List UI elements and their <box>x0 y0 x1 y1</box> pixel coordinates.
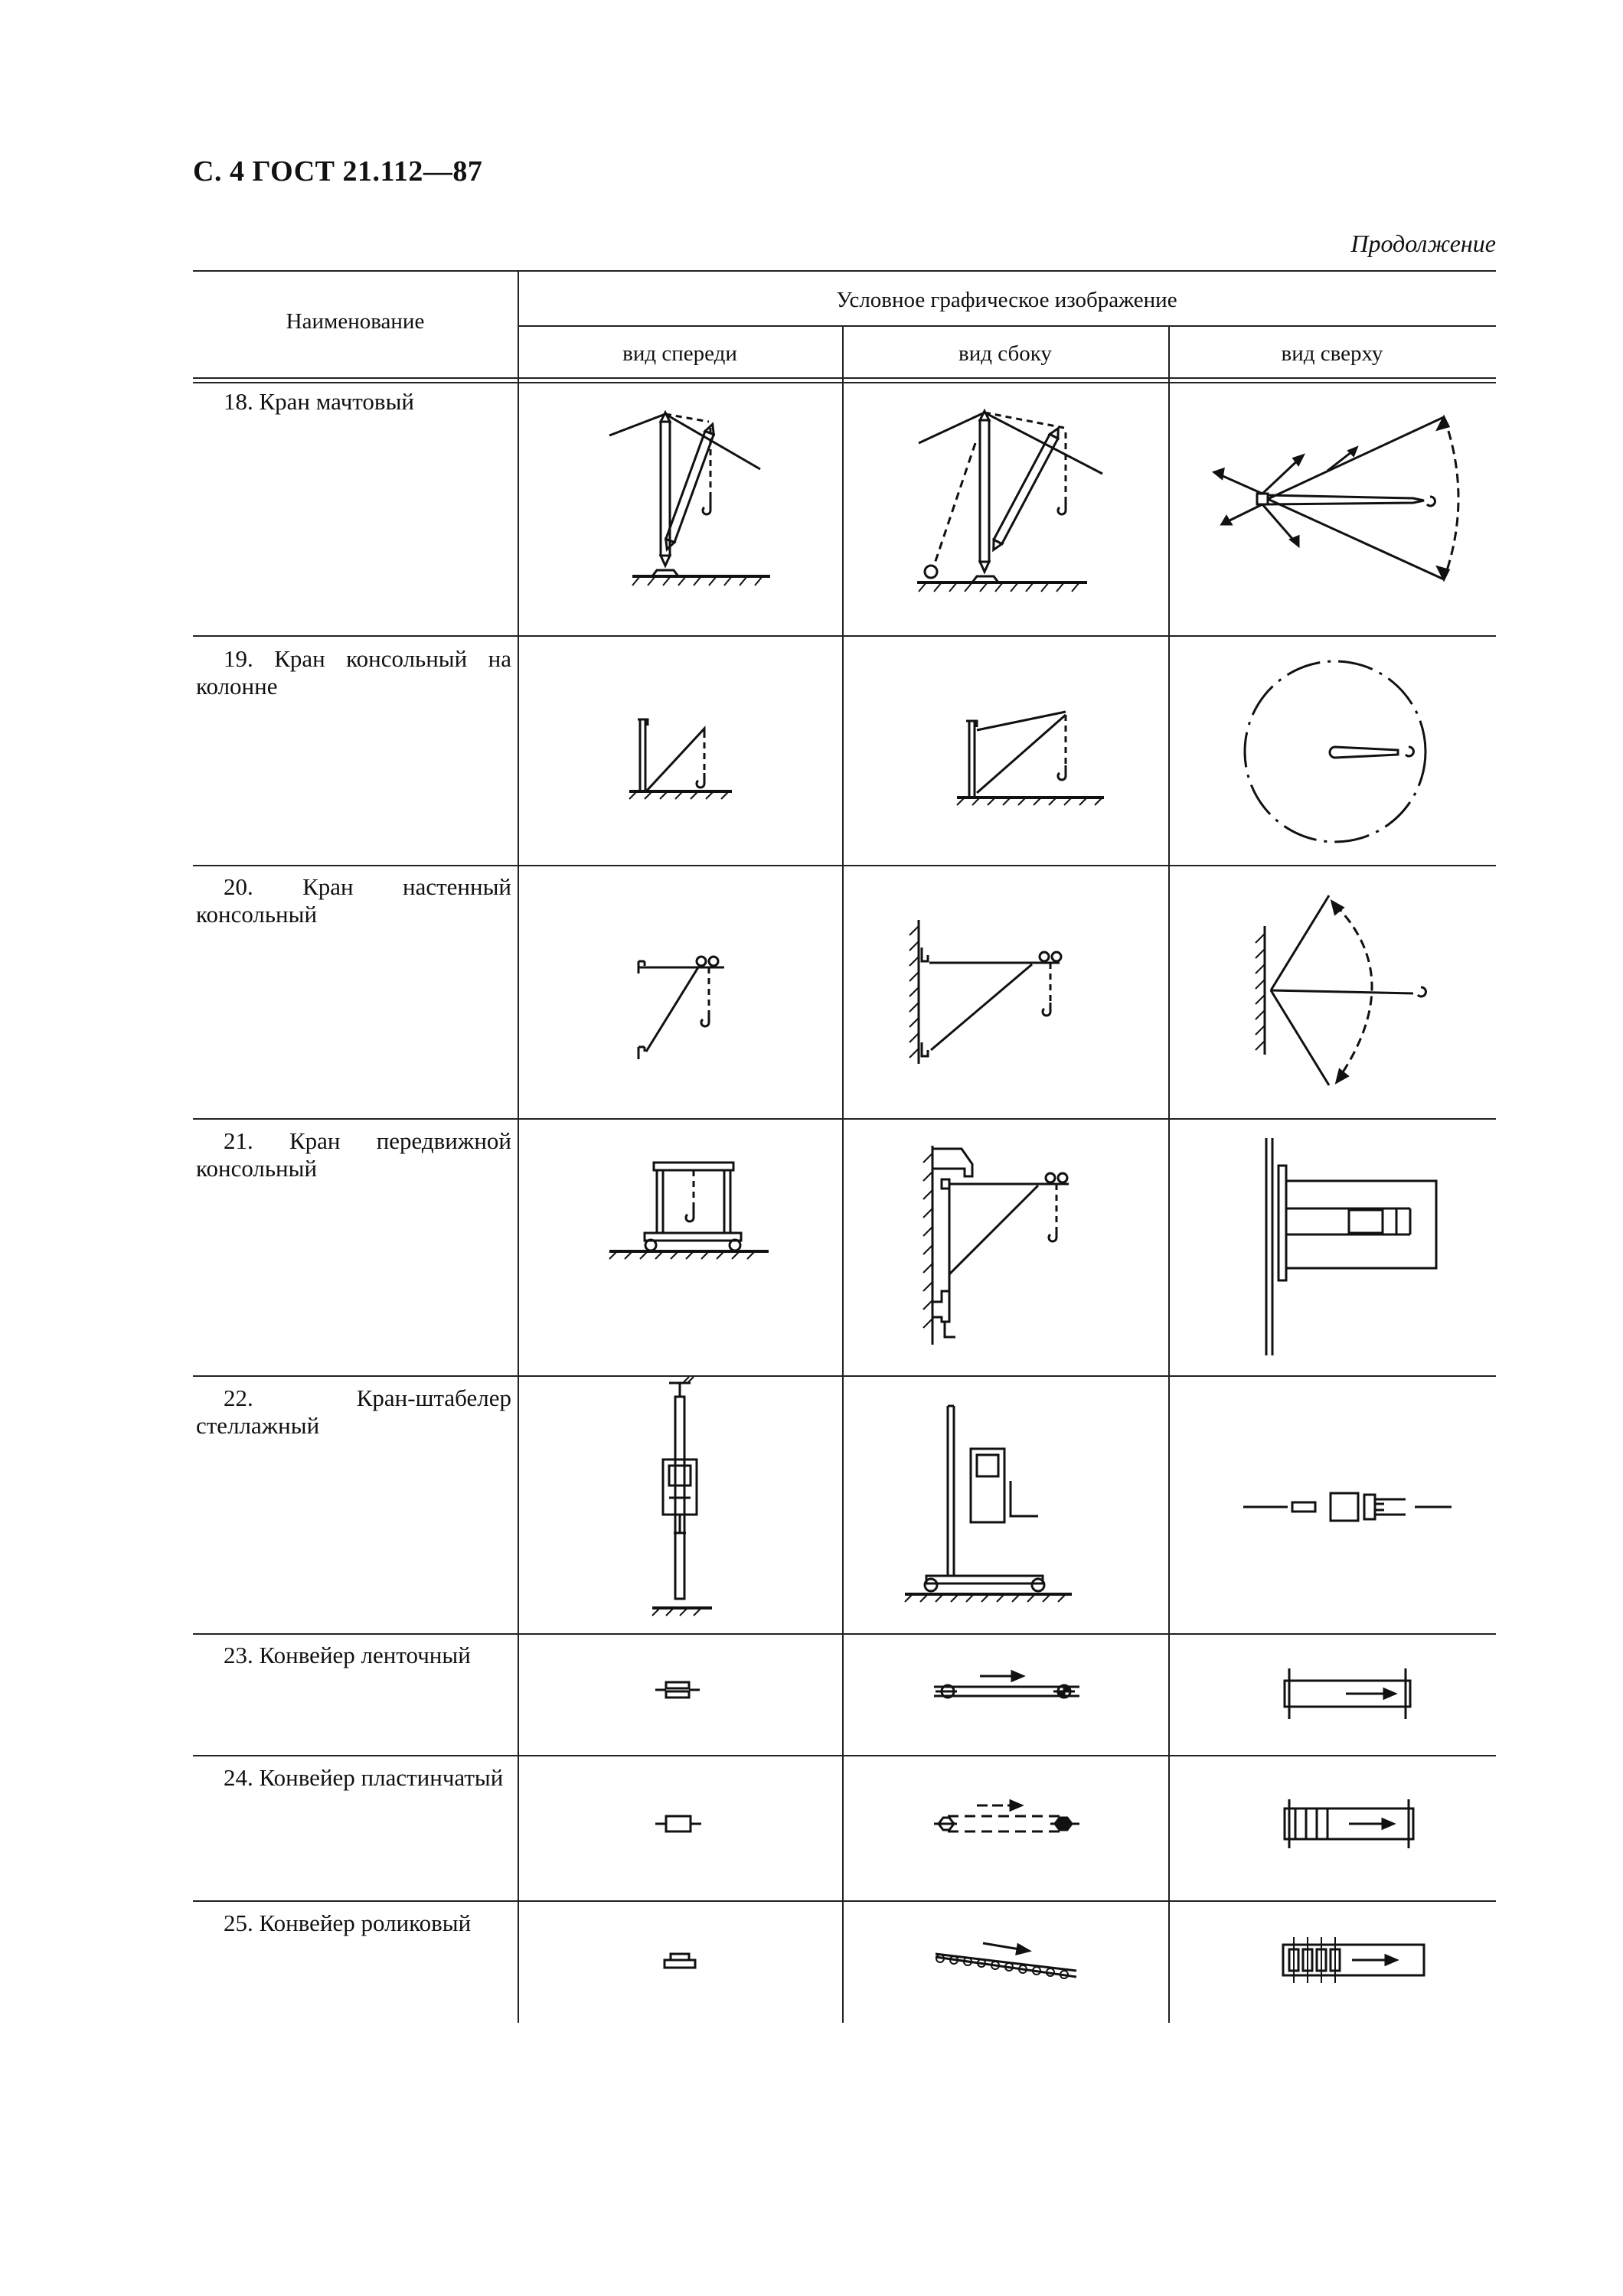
page-header: С. 4 ГОСТ 21.112—87 <box>193 155 483 188</box>
subheader-front-view: вид спереди <box>622 341 737 366</box>
row-name-roller-conveyor: 25. Конвейер роликовый <box>224 1910 472 1936</box>
mast-crane-front-symbol <box>518 382 842 635</box>
slat-conveyor-top-symbol <box>1168 1755 1496 1900</box>
header-bottom-border <box>193 377 1496 379</box>
stacker-crane-side-symbol <box>842 1375 1168 1633</box>
belt-conveyor-top-symbol <box>1168 1633 1496 1755</box>
belt-conveyor-front-symbol <box>518 1633 842 1755</box>
mast-crane-side-symbol <box>842 382 1168 635</box>
mast-crane-top-symbol <box>1168 382 1496 635</box>
roller-conveyor-side-symbol <box>842 1900 1168 2023</box>
subheader-side-view: вид сбоку <box>958 341 1052 366</box>
col-name-header: Наименование <box>286 309 425 334</box>
column-jib-crane-side-symbol <box>842 635 1168 865</box>
wall-jib-crane-front-symbol <box>518 865 842 1118</box>
row-name-belt-conveyor: 23. Конвейер ленточный <box>224 1642 471 1668</box>
column-jib-crane-top-symbol <box>1168 635 1496 865</box>
column-jib-crane-front-symbol <box>518 635 842 865</box>
mobile-jib-crane-side-symbol <box>842 1118 1168 1375</box>
stacker-crane-top-symbol <box>1168 1375 1496 1633</box>
stacker-crane-front-symbol <box>518 1375 842 1633</box>
row-name-mobile-jib-crane: 21. Кран передвижной консольный <box>196 1127 511 1182</box>
row-name-column-jib-crane: 19. Кран консольный на колонне <box>196 645 511 700</box>
wall-jib-crane-side-symbol <box>842 865 1168 1118</box>
row-name-slat-conveyor: 24. Конвейер пластинчатый <box>224 1764 504 1791</box>
wall-jib-crane-top-symbol <box>1168 865 1496 1118</box>
slat-conveyor-front-symbol <box>518 1755 842 1900</box>
col-symbol-header: Условное графическое изображение <box>836 288 1177 312</box>
mobile-jib-crane-front-symbol <box>518 1118 842 1375</box>
slat-conveyor-side-symbol <box>842 1755 1168 1900</box>
row-name-stacker-crane: 22. Кран-штабелер стеллажный <box>196 1384 511 1439</box>
symbols-table <box>193 270 1496 2023</box>
belt-conveyor-side-symbol <box>842 1633 1168 1755</box>
roller-conveyor-top-symbol <box>1168 1900 1496 2023</box>
header-divider <box>518 325 1496 327</box>
mobile-jib-crane-top-symbol <box>1168 1118 1496 1375</box>
row-name-mast-crane: 18. Кран мачтовый <box>224 388 414 415</box>
roller-conveyor-front-symbol <box>518 1900 842 2023</box>
row-name-wall-jib-crane: 20. Кран настенный консольный <box>196 873 511 928</box>
table-top-border <box>193 270 1496 272</box>
subheader-top-view: вид сверху <box>1281 341 1383 366</box>
continuation-label: Продолжение <box>1350 230 1496 257</box>
